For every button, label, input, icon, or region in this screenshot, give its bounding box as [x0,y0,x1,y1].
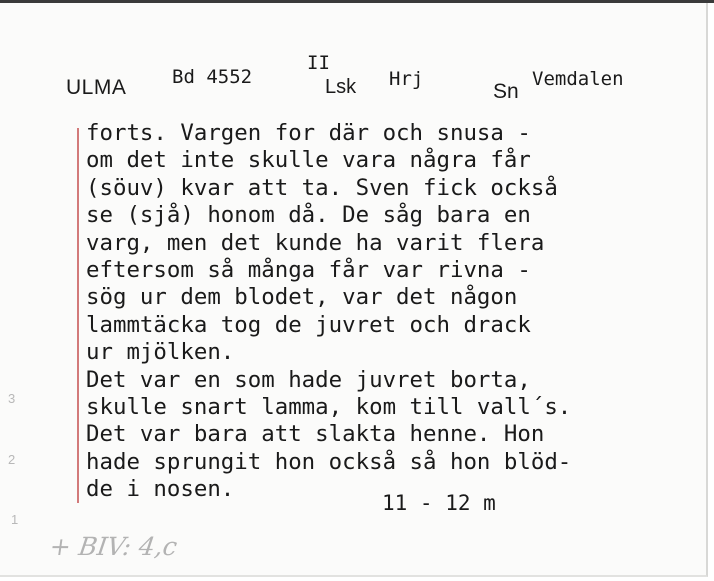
socken-label: Sn [493,80,519,103]
text-line: se (sjå) honom då. De såg bara en [86,202,531,229]
red-margin-line [77,128,79,503]
margin-number: 1 [11,512,19,527]
text-line: varg, men det kunde ha varit flera [86,229,545,256]
margin-number: 2 [8,452,16,467]
text-line: ur mjölken. [86,339,235,366]
text-line: eftersom så många får var rivna - [86,257,531,284]
card-top-edge [0,0,714,3]
series-number: II [307,52,330,74]
text-line: Det var bara att slakta henne. Hon [86,421,545,448]
pencil-annotation: + BIV: 4,c [47,532,179,561]
text-line: Det var en som hade juvret borta, [86,366,531,393]
typed-text-body [86,120,696,504]
landskap-label: Lsk [325,76,357,98]
text-line: forts. Vargen for där och snusa - [86,120,531,146]
measurement-note: 11 - 12 m [382,491,496,515]
text-line: de i nosen. [86,476,235,503]
text-line: (söuv) kvar att ta. Sven fick också [86,174,558,201]
text-line: sög ur dem blodet, var det någon [86,284,518,311]
text-line: hade sprungit hon också så hon blöd- [86,448,572,475]
accession-number: Bd 4552 [172,66,253,88]
margin-number: 3 [8,391,16,406]
socken-value: Vemdalen [532,68,624,90]
archive-name: ULMA [66,76,127,99]
text-line: lammtäcka tog de juvret och drack [86,311,531,338]
text-line: skulle snart lamma, kom till vall´s. [86,394,572,421]
text-line: om det inte skulle vara några får [86,147,531,174]
harad-value: Hrj [389,68,424,90]
